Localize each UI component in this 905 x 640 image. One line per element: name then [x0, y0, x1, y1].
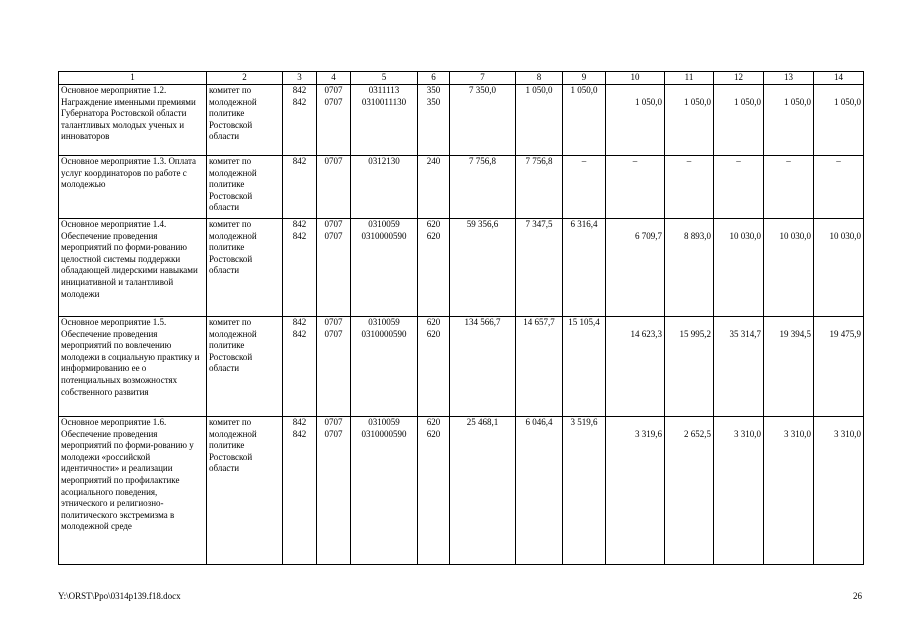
amount-total: 7 756,8 — [450, 156, 516, 219]
table-row — [59, 156, 864, 219]
page-number: 26 — [853, 591, 862, 601]
amount-year-2: 15 105,4 — [563, 317, 606, 417]
ministry-code: 842 842 — [283, 317, 317, 417]
amount-year-1: 7 756,8 — [516, 156, 563, 219]
amount-year-7: – — [814, 156, 864, 219]
amount-year-7: 10 030,0 — [814, 219, 864, 317]
section-code: 0707 0707 — [317, 85, 351, 156]
col-header: 13 — [764, 72, 814, 85]
amount-total: 25 468,1 — [450, 417, 516, 565]
section-code: 0707 — [317, 156, 351, 219]
amount-year-6: 19 394,5 — [764, 317, 814, 417]
section-code: 0707 0707 — [317, 219, 351, 317]
ministry-code: 842 842 — [283, 219, 317, 317]
amount-year-2: 6 316,4 — [563, 219, 606, 317]
amount-year-4: 8 893,0 — [665, 219, 714, 317]
executor: комитет по молодежной политике Ростовской области — [207, 85, 283, 156]
amount-year-2: 1 050,0 — [563, 85, 606, 156]
amount-year-5: 3 310,0 — [714, 417, 764, 565]
expense-type-code: 240 — [418, 156, 450, 219]
col-header: 14 — [814, 72, 864, 85]
amount-year-2: 3 519,6 — [563, 417, 606, 565]
amount-year-1: 1 050,0 — [516, 85, 563, 156]
executor: комитет по молодежной политике Ростовской области — [207, 219, 283, 317]
amount-year-4: 1 050,0 — [665, 85, 714, 156]
expense-type-code: 620 620 — [418, 317, 450, 417]
amount-year-5: 1 050,0 — [714, 85, 764, 156]
executor: комитет по молодежной политике Ростовской области — [207, 156, 283, 219]
amount-total: 59 356,6 — [450, 219, 516, 317]
expense-type-code: 620 620 — [418, 219, 450, 317]
activity-description: Основное мероприятие 1.3. Оплата услуг координаторов по работе с молодежью — [59, 156, 207, 219]
amount-year-1: 6 046,4 — [516, 417, 563, 565]
col-header: 5 — [351, 72, 418, 85]
col-header: 3 — [283, 72, 317, 85]
amount-year-5: 35 314,7 — [714, 317, 764, 417]
expense-type-code: 350 350 — [418, 85, 450, 156]
activity-description: Основное мероприятие 1.5. Обеспечение проведения мероприятий по вовлечению молодежи в социальную практику и информированию ее о потенциальных возможностях собственного развития — [59, 317, 207, 417]
amount-total: 134 566,7 — [450, 317, 516, 417]
col-header: 12 — [714, 72, 764, 85]
amount-year-4: 15 995,2 — [665, 317, 714, 417]
col-header: 11 — [665, 72, 714, 85]
col-header: 1 — [59, 72, 207, 85]
amount-year-7: 1 050,0 — [814, 85, 864, 156]
section-code: 0707 0707 — [317, 417, 351, 565]
amount-year-7: 19 475,9 — [814, 317, 864, 417]
ministry-code: 842 842 — [283, 85, 317, 156]
amount-year-5: – — [714, 156, 764, 219]
amount-year-1: 14 657,7 — [516, 317, 563, 417]
table-row — [59, 219, 864, 317]
target-article-code: 0310059 0310000590 — [351, 219, 418, 317]
col-header: 9 — [563, 72, 606, 85]
col-header: 7 — [450, 72, 516, 85]
amount-year-7: 3 310,0 — [814, 417, 864, 565]
table-row — [59, 85, 864, 156]
col-header: 8 — [516, 72, 563, 85]
ministry-code: 842 842 — [283, 417, 317, 565]
activity-description: Основное мероприятие 1.4. Обеспечение проведения мероприятий по форми-рованию целостной системы поддержки обладающей лидерскими навыками инициативной и талантливой молодежи — [59, 219, 207, 317]
executor: комитет по молодежной политике Ростовской области — [207, 317, 283, 417]
col-header: 10 — [606, 72, 665, 85]
expense-type-code: 620 620 — [418, 417, 450, 565]
col-header: 4 — [317, 72, 351, 85]
col-header: 6 — [418, 72, 450, 85]
amount-year-6: 1 050,0 — [764, 85, 814, 156]
section-code: 0707 0707 — [317, 317, 351, 417]
table-row — [59, 317, 864, 417]
amount-year-6: 3 310,0 — [764, 417, 814, 565]
activity-description: Основное мероприятие 1.6. Обеспечение проведения мероприятий по форми-рованию у молодежи «российской идентичности» и реализации мероприятий по профилактике асоциального поведения, этнического и религиозно-политического экстремизма в молодежной среде — [59, 417, 207, 565]
amount-year-5: 10 030,0 — [714, 219, 764, 317]
col-header: 2 — [207, 72, 283, 85]
budget-table — [58, 71, 864, 565]
amount-year-6: 10 030,0 — [764, 219, 814, 317]
amount-year-3: 14 623,3 — [606, 317, 665, 417]
activity-description: Основное мероприятие 1.2. Награждение именными премиями Губернатора Ростовской области талантливых молодых ученых и инноваторов — [59, 85, 207, 156]
amount-year-3: 6 709,7 — [606, 219, 665, 317]
amount-year-6: – — [764, 156, 814, 219]
amount-year-3: 1 050,0 — [606, 85, 665, 156]
target-article-code: 0312130 — [351, 156, 418, 219]
amount-year-1: 7 347,5 — [516, 219, 563, 317]
file-path: Y:\ORST\Ppo\0314p139.f18.docx — [58, 591, 181, 601]
amount-year-2: – — [563, 156, 606, 219]
target-article-code: 0310059 0310000590 — [351, 417, 418, 565]
target-article-code: 0310059 0310000590 — [351, 317, 418, 417]
amount-year-4: 2 652,5 — [665, 417, 714, 565]
executor: комитет по молодежной политике Ростовской области — [207, 417, 283, 565]
target-article-code: 0311113 0310011130 — [351, 85, 418, 156]
amount-total: 7 350,0 — [450, 85, 516, 156]
table-row — [59, 417, 864, 565]
amount-year-3: – — [606, 156, 665, 219]
ministry-code: 842 — [283, 156, 317, 219]
amount-year-3: 3 319,6 — [606, 417, 665, 565]
amount-year-4: – — [665, 156, 714, 219]
header-row — [59, 72, 864, 85]
